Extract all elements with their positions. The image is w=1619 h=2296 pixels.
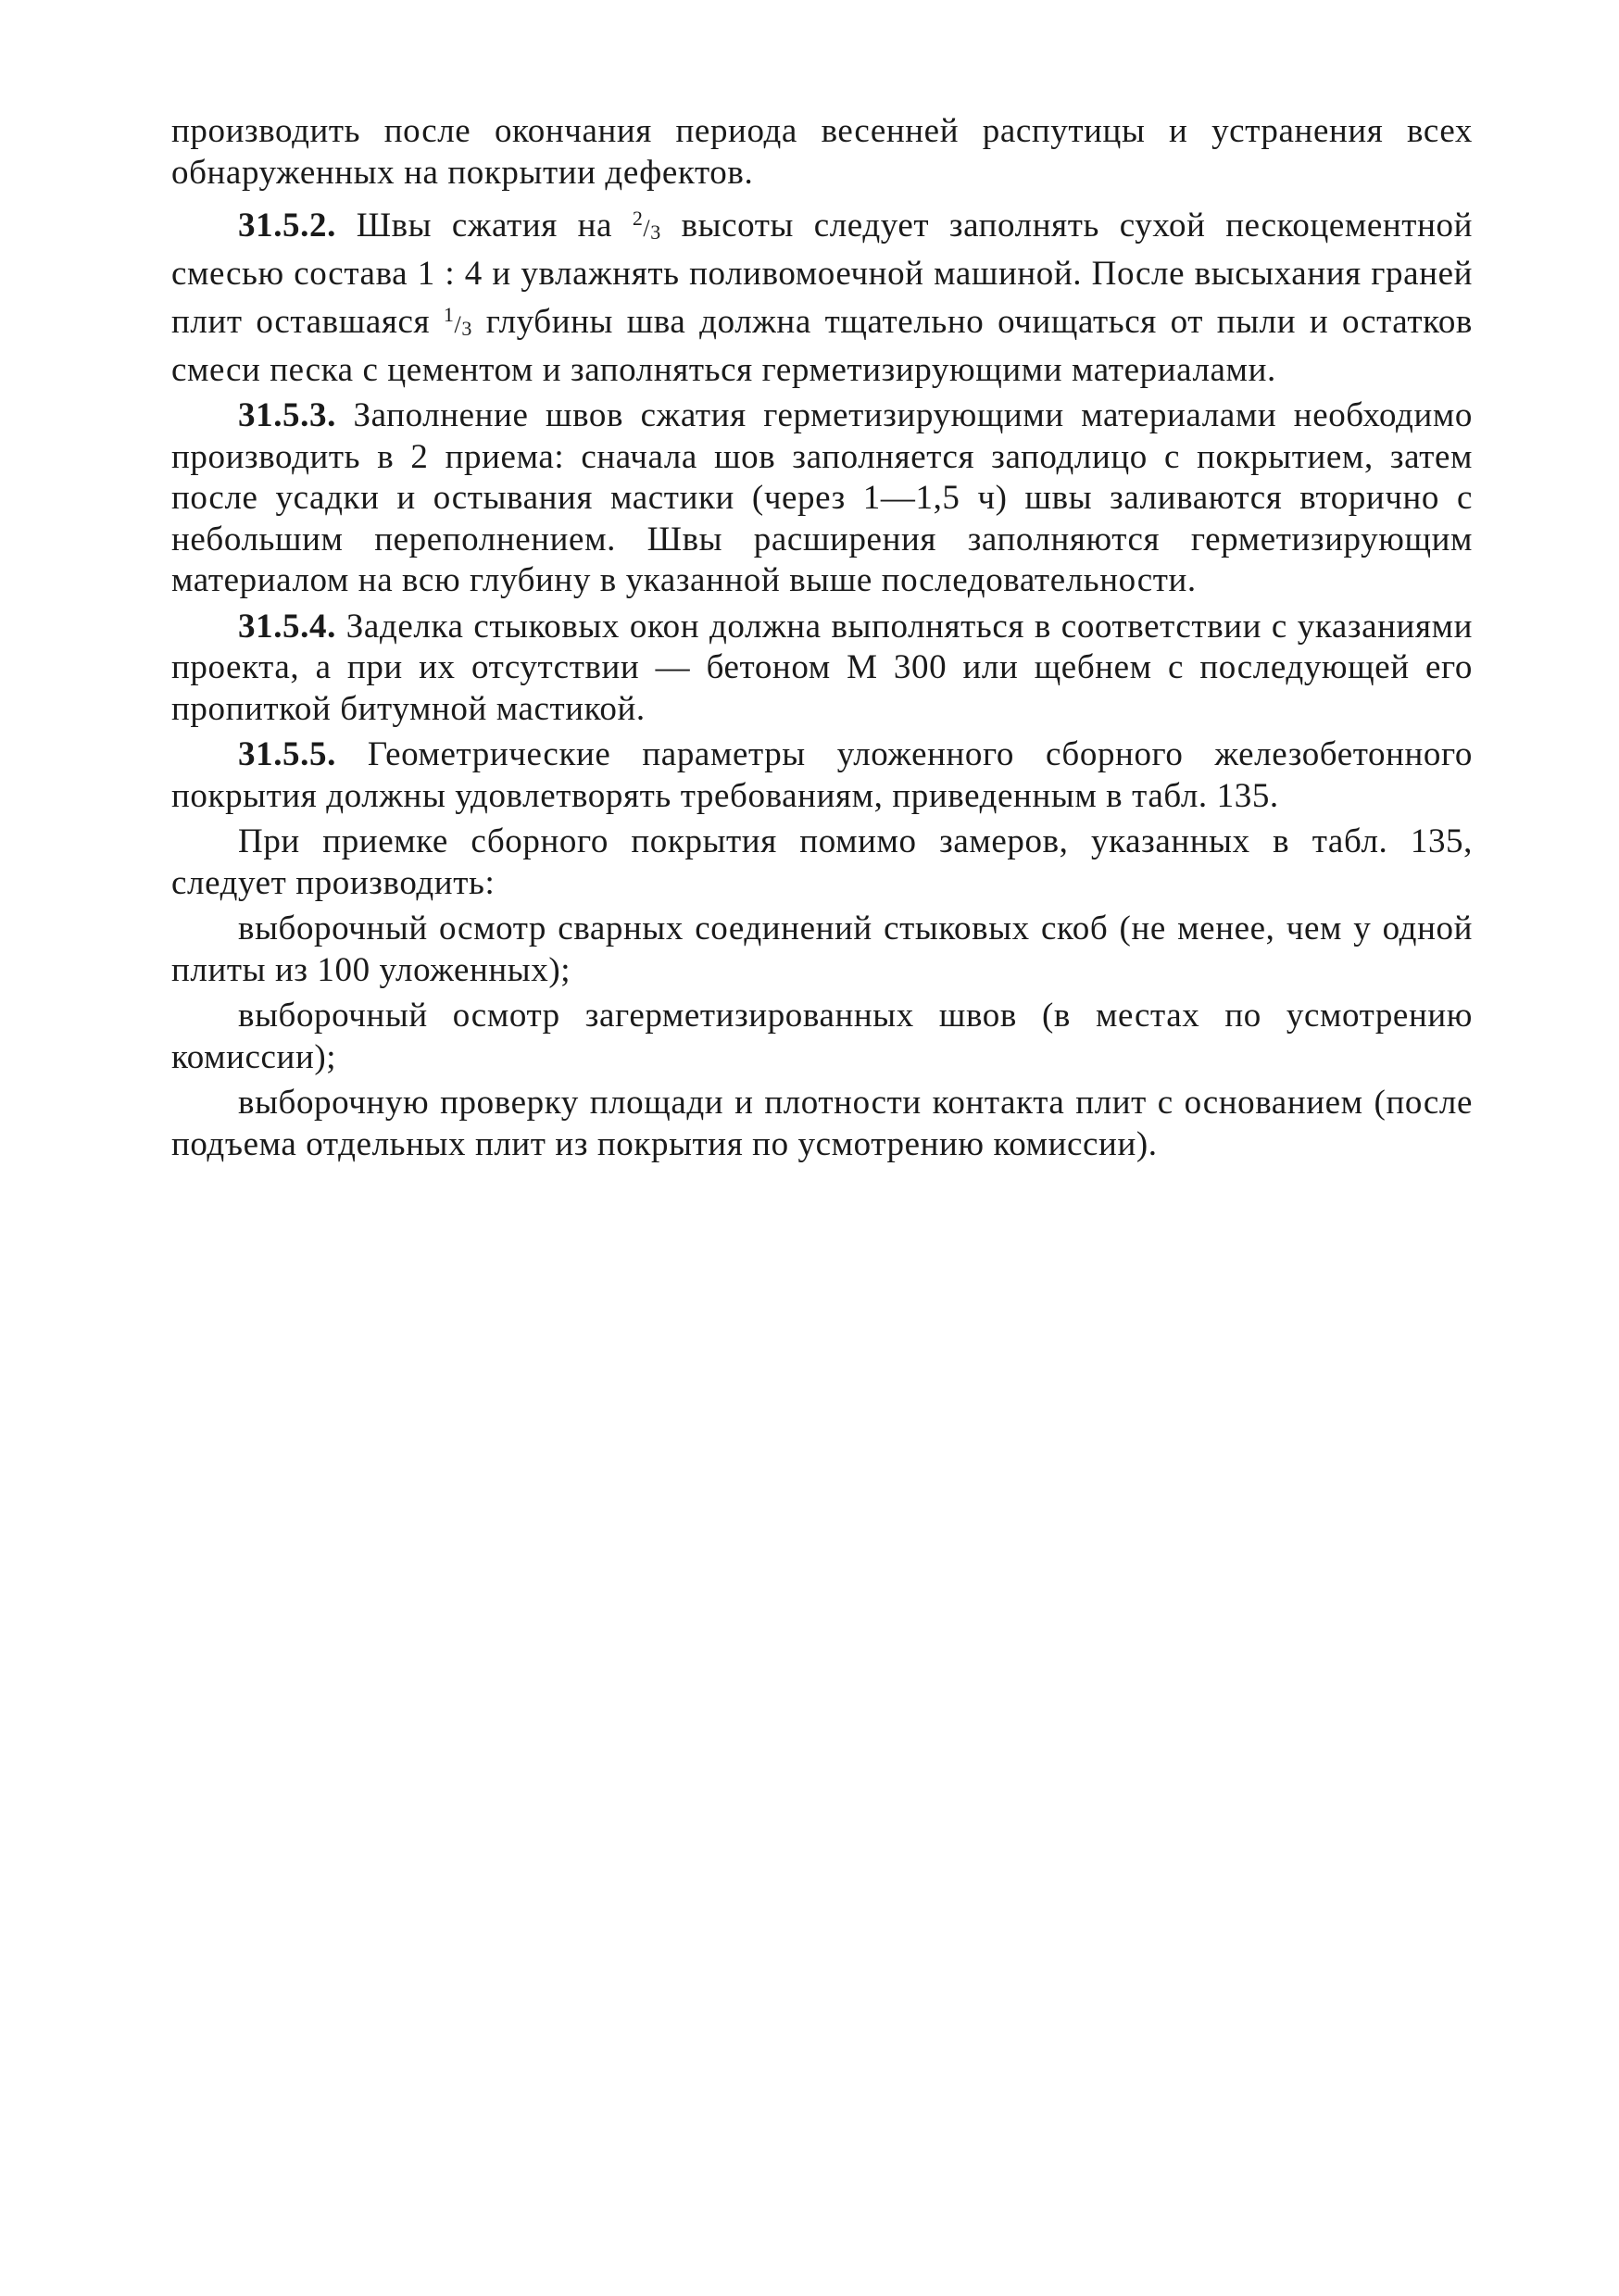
fraction-denominator: 3 <box>461 317 472 340</box>
paragraph-31-5-4 <box>171 607 1473 731</box>
section-number: 31.5.5. <box>238 735 336 773</box>
paragraph-text: выборочную проверку площади и плотности контакта плит с основанием (после подъема отдельных плит из покрытия по усмотрению комиссии). <box>171 1084 1473 1163</box>
fraction-one-third: $^1/_3$ <box>443 303 472 340</box>
paragraph-text: выборочный осмотр загерметизированных швов (в местах по усмотрению комиссии); <box>171 997 1473 1076</box>
paragraph-31-5-2 <box>171 198 1473 391</box>
paragraph-text: Заделка стыковых окон должна выполняться в соответствии с указаниями проекта, а при их отсутствии — бетоном М 300 или щебнем с последующей его пропиткой битумной мастикой. <box>171 607 1473 728</box>
paragraph-text: Швы сжатия на <box>356 207 613 245</box>
paragraph-text: выборочный осмотр сварных соединений стыковых скоб (не менее, чем у одной плиты из 100 уложенных); <box>171 910 1473 989</box>
paragraph-text: глубины шва должна тщательно очищаться от пыли и остатков смеси песка с цементом и заполняться герметизирующими материалами. <box>171 303 1473 389</box>
paragraph-31-5-3 <box>171 395 1473 602</box>
document-page <box>171 111 1473 1170</box>
fraction-denominator: 3 <box>650 220 661 244</box>
paragraph-text: производить после окончания периода весенней распутицы и устранения всех обнаруженных на покрытии дефектов. <box>171 112 1473 192</box>
fraction-two-thirds: $^2/_3$ <box>632 207 661 244</box>
list-item-welds-inspection <box>171 909 1473 991</box>
section-number: 31.5.3. <box>238 396 336 434</box>
paragraph-acceptance-intro <box>171 822 1473 904</box>
fraction-numerator: 1 <box>443 303 455 326</box>
paragraph-continuation <box>171 111 1473 194</box>
paragraph-text: Заполнение швов сжатия герметизирующими материалами необходимо производить в 2 приема: сначала шов заполняется заподлицо с покрытием, затем после усадки и остывания мастики (через 1—1,5 ч) швы заливаются вторично с небольшим переполнением. Швы расширения заполняются герметизирующим материалом на всю глубину в указанной выше последовательности. <box>171 396 1473 599</box>
paragraph-text: Геометрические параметры уложенного сборного железобетонного покрытия должны удовлетворять требованиям, приведенным в табл. 135. <box>171 735 1473 815</box>
paragraph-31-5-5 <box>171 734 1473 817</box>
section-number: 31.5.2. <box>238 207 336 245</box>
section-number: 31.5.4. <box>238 607 336 646</box>
paragraph-text: высоты следует заполнять сухой пескоцементной смесью состава 1 : 4 и увлажнять поливомоечной машиной. После высыхания граней плит оставшаяся <box>171 207 1473 341</box>
list-item-contact-check <box>171 1083 1473 1165</box>
fraction-numerator: 2 <box>632 207 644 230</box>
paragraph-text: При приемке сборного покрытия помимо замеров, указанных в табл. 135, следует производить: <box>171 822 1473 902</box>
list-item-seams-inspection <box>171 996 1473 1078</box>
